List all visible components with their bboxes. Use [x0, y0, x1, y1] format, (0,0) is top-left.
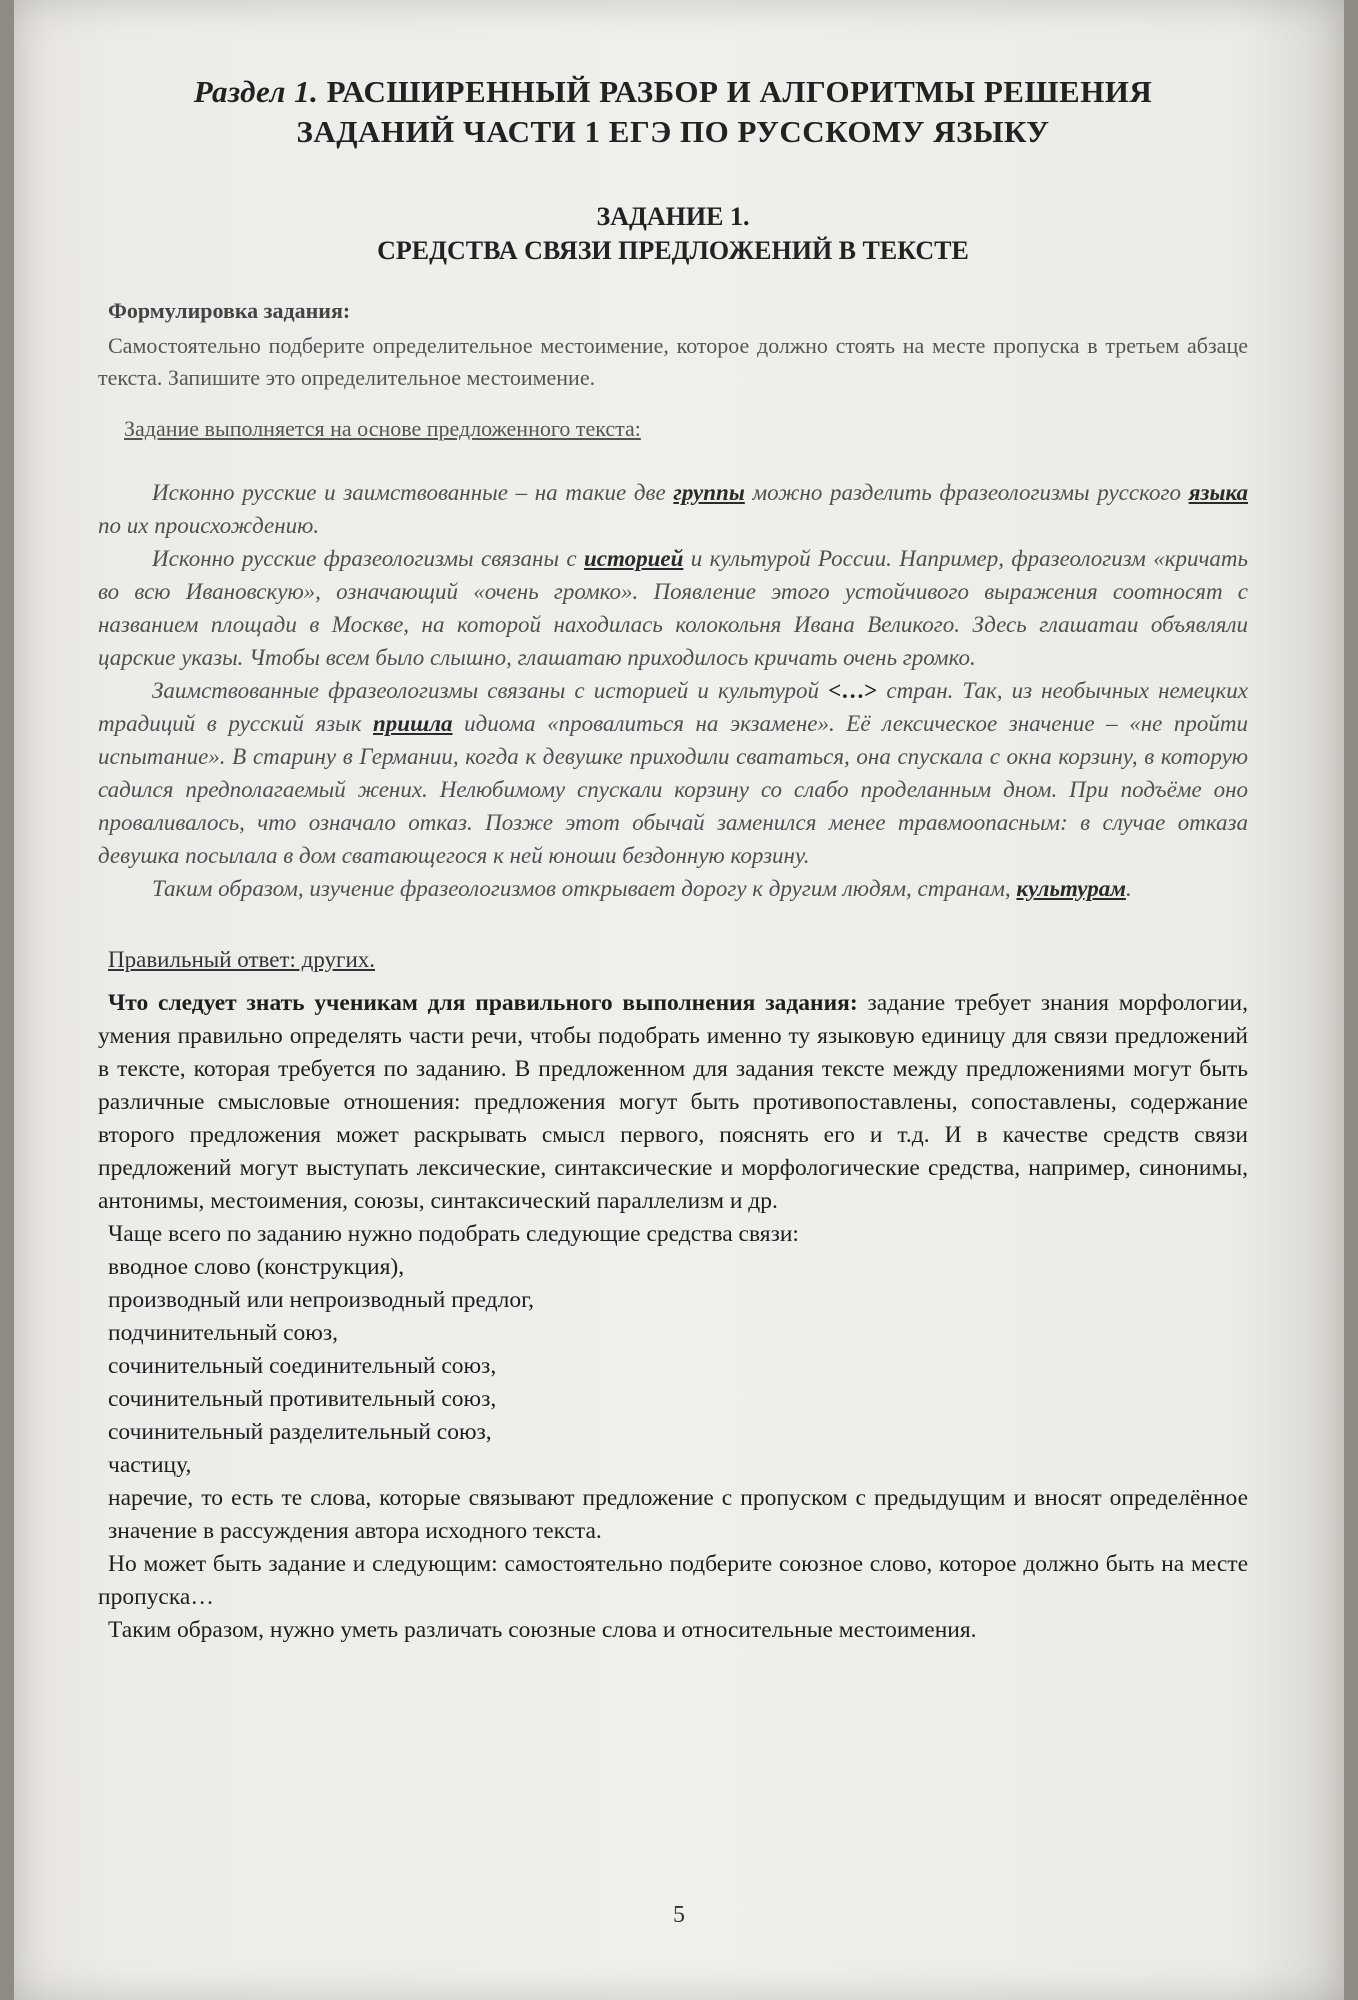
formulation-heading: Формулировка задания: [108, 298, 351, 323]
text-span: Заимствованные фразеологизмы связаны с историей и культурой [152, 678, 829, 703]
text-span: можно разделить фразеологизмы русского [744, 480, 1189, 505]
text-span: по их происхождению. [98, 513, 320, 538]
alt-task-paragraph: Но может быть задание и следующим: самостоятельно подберите союзное слово, которое должно быть на месте пропуска… [98, 1551, 1248, 1610]
means-list [98, 1251, 1248, 1548]
task-title [98, 200, 1248, 268]
source-paragraph-3 [98, 674, 1248, 872]
formulation-text: Самостоятельно подберите определительное местоимение, которое должно стоять на месте пропуска в третьем абзаце текста. Запишите это определительное местоимение. [98, 333, 1248, 390]
section-title-line2: ЗАДАНИЙ ЧАСТИ 1 ЕГЭ ПО РУССКОМУ ЯЗЫКУ [296, 114, 1050, 149]
task-number: ЗАДАНИЕ 1. [596, 202, 750, 231]
based-on-text: Задание выполняется на основе предложенного текста: [124, 416, 641, 441]
text-span: Таким образом, изучение фразеологизмов открывает дорогу к другим людям, странам, [152, 876, 1017, 901]
underlined-word: историей [583, 546, 684, 571]
list-item: частицу, [108, 1452, 192, 1478]
list-item: сочинительный соединительный союз, [108, 1353, 497, 1379]
source-paragraph-1 [98, 476, 1248, 542]
text-span: Исконно русские и заимствованные – на такие две [152, 480, 674, 505]
text-span: и культурой России. Например, фразеологизм «кричать во всю Ивановскую», означающий «очень громко». Появление этого устойчивого выражения соотносят с названием площади в Москве, на которой находилась колокольня Ивана Великого. Здесь глашатаи объявляли царские указы. Чтобы всем было слышно, глашатаю приходилось кричать очень громко. [98, 546, 1249, 670]
list-item: производный или непроизводный предлог, [108, 1287, 534, 1313]
text-span: идиома «провалиться на экзамене». Её лексическое значение – «не пройти испытание». В старину в Германии, когда к девушке приходили свататься, она спускала с окна корзину, в которую садился предполагаемый жених. Нелюбимому спускали корзину со слабо проделанным дном. При подъёме оно проваливалось, что означало отказ. Позже этот обычай заменился менее травмоопасным: в случае отказа девушка посылала в дом сватающегося к ней юноши бездонную корзину. [98, 711, 1249, 868]
underlined-word: пришла [373, 711, 453, 736]
text-span: стран. Так, из необычных немецких традиций в русский язык [98, 678, 1248, 736]
list-item: вводное слово (конструкция), [108, 1254, 405, 1280]
knowledge-paragraph [98, 987, 1248, 1218]
section-prefix: Раздел 1. [193, 74, 319, 109]
text-span: . [1125, 876, 1132, 901]
page-content [98, 72, 1248, 1647]
gap-marker: <…> [828, 678, 878, 703]
conclusion-paragraph: Таким образом, нужно уметь различать союзные слова и относительные местоимения. [108, 1617, 977, 1643]
source-text [98, 476, 1248, 905]
underlined-word: культурам [1016, 876, 1126, 901]
often-paragraph: Чаще всего по заданию нужно подобрать следующие средства связи: [108, 1221, 799, 1247]
source-paragraph-4 [98, 872, 1248, 905]
list-item: наречие, то есть те слова, которые связывают предложение с пропуском с предыдущим и вносят определённое значение в рассуждения автора исходного текста. [108, 1485, 1248, 1544]
book-page [14, 0, 1344, 2000]
underlined-word: группы [673, 480, 745, 505]
knowledge-heading: Что следует знать ученикам для правильного выполнения задания: [108, 990, 858, 1016]
explanation [98, 987, 1248, 1647]
list-item: сочинительный разделительный союз, [108, 1419, 492, 1445]
correct-answer: Правильный ответ: других. [108, 947, 376, 972]
page-number: 5 [673, 1902, 685, 1928]
underlined-word: языка [1188, 480, 1248, 505]
task-name: СРЕДСТВА СВЯЗИ ПРЕДЛОЖЕНИЙ В ТЕКСТЕ [377, 236, 969, 265]
list-item: подчинительный союз, [108, 1320, 339, 1346]
knowledge-text: задание требует знания морфологии, умения правильно определять части речи, чтобы подобрать именно ту языковую единицу для связи предложений в тексте, которая требуется по заданию. В предложенном для задания тексте между предложениями могут быть различные смысловые отношения: предложения могут быть противопоставлены, сопоставлены, содержание второго предложения может раскрывать смысл первого, пояснять его и т.д. И в качестве средств связи предложений могут выступать лексические, синтаксические и морфологические средства, например, синонимы, антонимы, местоимения, союзы, синтаксический параллелизм и др. [98, 990, 1248, 1214]
list-item: сочинительный противительный союз, [108, 1386, 497, 1412]
section-title [98, 72, 1248, 152]
section-title-line1: РАСШИРЕННЫЙ РАЗБОР И АЛГОРИТМЫ РЕШЕНИЯ [326, 74, 1153, 109]
text-span: Исконно русские фразеологизмы связаны с [152, 546, 584, 571]
source-paragraph-2 [98, 542, 1248, 674]
